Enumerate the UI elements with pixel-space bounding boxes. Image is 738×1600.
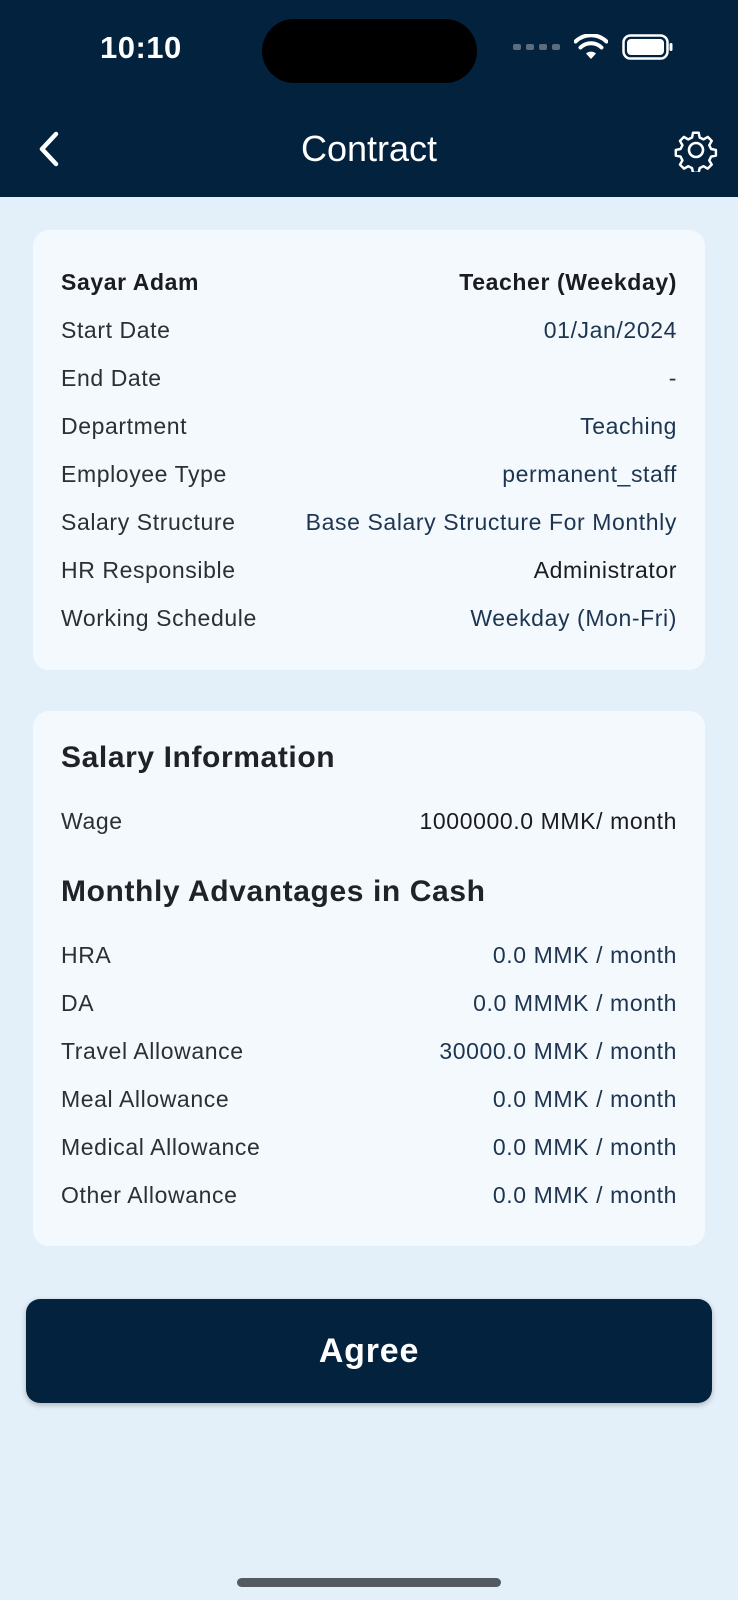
employee-type-value: permanent_staff	[502, 460, 677, 487]
department-label: Department	[61, 412, 188, 439]
medical-allowance-row	[61, 1131, 677, 1163]
meal-allowance-label: Meal Allowance	[61, 1085, 230, 1112]
monthly-advantages-title: Monthly Advantages in Cash	[61, 875, 486, 908]
salary-information-card	[33, 711, 705, 1246]
other-allowance-row	[61, 1179, 677, 1211]
working-schedule-row	[61, 602, 677, 634]
employee-name: Sayar Adam	[61, 268, 200, 295]
travel-allowance-row	[61, 1035, 677, 1067]
battery-icon	[622, 34, 674, 60]
salary-structure-value: Base Salary Structure For Monthly	[305, 508, 677, 535]
travel-allowance-value: 30000.0 MMK / month	[439, 1037, 677, 1064]
wage-value: 1000000.0 MMK/ month	[419, 807, 677, 834]
employee-type-row	[61, 458, 677, 490]
meal-allowance-row	[61, 1083, 677, 1115]
working-schedule-label: Working Schedule	[61, 604, 257, 631]
hra-value: 0.0 MMK / month	[492, 941, 677, 968]
meal-allowance-value: 0.0 MMK / month	[492, 1085, 677, 1112]
hr-responsible-label: HR Responsible	[61, 556, 236, 583]
status-icons	[513, 34, 674, 60]
department-row	[61, 410, 677, 442]
salary-structure-row	[61, 506, 677, 538]
start-date-value: 01/Jan/2024	[543, 316, 677, 343]
wifi-icon	[574, 34, 608, 60]
page-title: Contract	[300, 128, 438, 169]
dynamic-island	[262, 19, 477, 83]
end-date-row	[61, 362, 677, 394]
start-date-label: Start Date	[61, 316, 171, 343]
other-allowance-value: 0.0 MMK / month	[492, 1181, 677, 1208]
app-header	[0, 0, 738, 197]
agree-button[interactable]: Agree	[26, 1299, 712, 1403]
wage-row	[61, 805, 677, 837]
hra-label: HRA	[61, 941, 112, 968]
department-value: Teaching	[580, 412, 677, 439]
hra-row	[61, 939, 677, 971]
contract-details-card	[33, 230, 705, 670]
hr-responsible-value: Administrator	[533, 556, 677, 583]
working-schedule-value: Weekday (Mon-Fri)	[470, 604, 677, 631]
wage-label: Wage	[61, 807, 123, 834]
cellular-signal-icon	[513, 44, 560, 50]
settings-gear-icon[interactable]	[674, 128, 718, 172]
medical-allowance-label: Medical Allowance	[61, 1133, 261, 1160]
da-label: DA	[61, 989, 95, 1016]
end-date-value: -	[668, 364, 677, 391]
hr-responsible-row	[61, 554, 677, 586]
job-title: Teacher (Weekday)	[459, 268, 677, 295]
salary-structure-label: Salary Structure	[61, 508, 236, 535]
home-indicator[interactable]	[237, 1578, 501, 1587]
status-time: 10:10	[100, 30, 182, 65]
medical-allowance-value: 0.0 MMK / month	[492, 1133, 677, 1160]
salary-information-title: Salary Information	[61, 741, 336, 774]
travel-allowance-label: Travel Allowance	[61, 1037, 244, 1064]
employee-type-label: Employee Type	[61, 460, 227, 487]
da-value: 0.0 MMMK / month	[473, 989, 677, 1016]
employee-header-row	[61, 266, 677, 298]
start-date-row	[61, 314, 677, 346]
end-date-label: End Date	[61, 364, 162, 391]
da-row	[61, 987, 677, 1019]
other-allowance-label: Other Allowance	[61, 1181, 238, 1208]
